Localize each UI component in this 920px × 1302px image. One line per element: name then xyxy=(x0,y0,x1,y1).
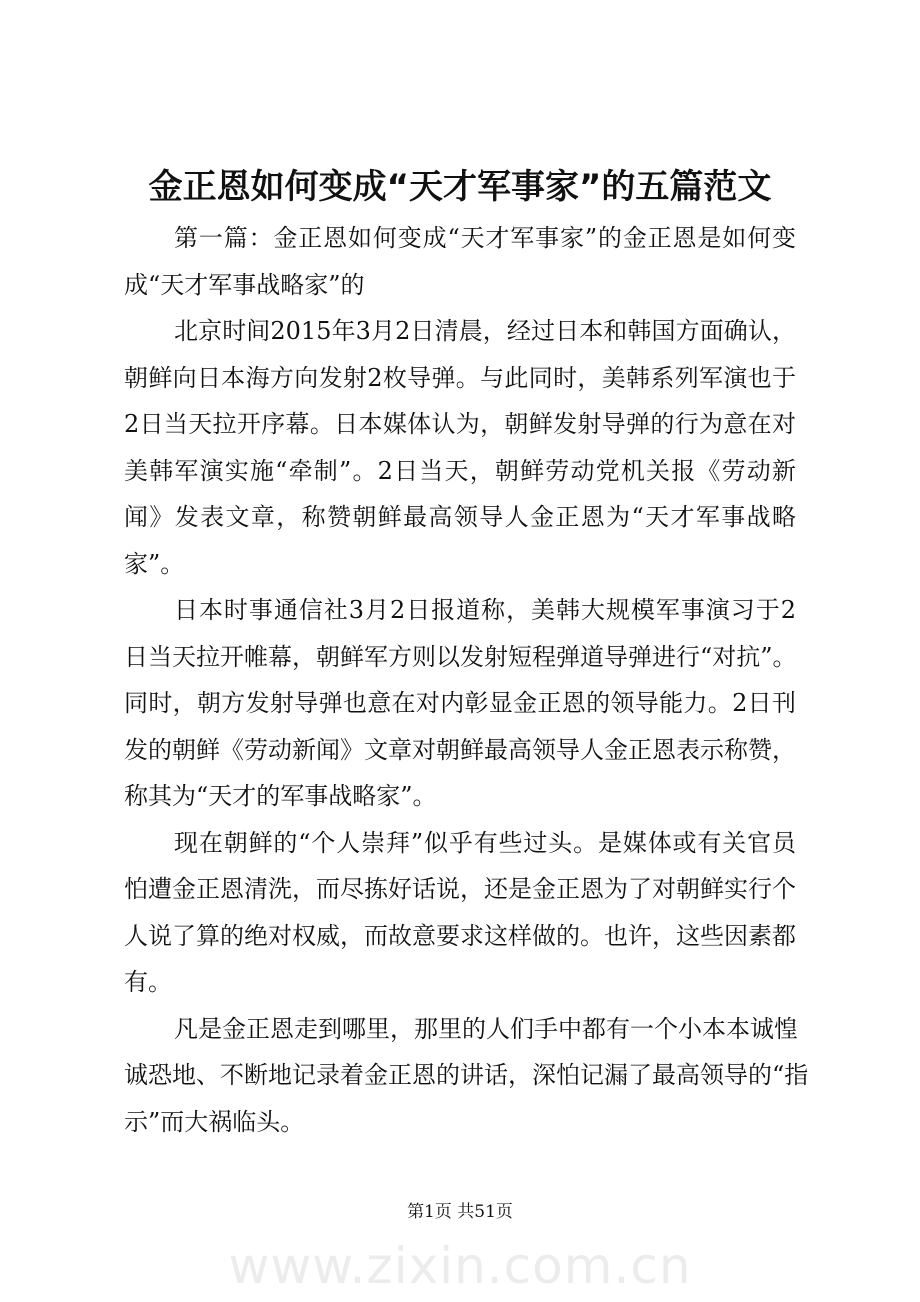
text-line: 有。 xyxy=(124,968,172,996)
text-line: 现在朝鲜的“个人崇拜”似乎有些过头。是媒体或有关官员 xyxy=(174,828,796,857)
document-body xyxy=(124,215,809,1145)
paragraph xyxy=(124,587,796,820)
text-line: 示”而大祸临头。 xyxy=(124,1107,305,1136)
text-line: 第一篇：金正恩如何变成“天才军事家”的金正恩是如何变 xyxy=(174,224,796,252)
paragraph xyxy=(124,820,796,1006)
text-line: 发的朝鲜《劳动新闻》文章对朝鲜最高领导人金正恩表示称赞， xyxy=(124,735,796,764)
paragraph xyxy=(124,308,796,587)
document-title: 金正恩如何变成“天才军事家”的五篇范文 xyxy=(148,167,772,207)
text-line: 称其为“天才的军事战略家”。 xyxy=(124,782,437,810)
page-footer: 第1页 共51页 xyxy=(407,1202,513,1222)
text-line: 日当天拉开帷幕，朝鲜军方则以发射短程弹道导弹进行“对抗”。 xyxy=(124,642,797,671)
text-line: 成“天才军事战略家”的 xyxy=(124,270,365,299)
text-line: 朝鲜向日本海方向发射2枚导弹。与此同时，美韩系列军演也于 xyxy=(124,363,796,392)
watermark: www.zixin.com.cn xyxy=(228,1237,692,1295)
text-line: 怕遭金正恩清洗，而尽拣好话说，还是金正恩为了对朝鲜实行个 xyxy=(124,875,796,903)
paragraph xyxy=(124,215,796,308)
text-line: 凡是金正恩走到哪里，那里的人们手中都有一个小本本诚惶 xyxy=(174,1014,798,1043)
text-line: 美韩军演实施“牵制”。2日当天，朝鲜劳动党机关报《劳动新 xyxy=(124,456,796,485)
paragraph xyxy=(124,1006,809,1146)
text-line: 北京时间2015年3月2日清晨，经过日本和韩国方面确认， xyxy=(174,317,796,345)
text-line: 闻》发表文章，称赞朝鲜最高领导人金正恩为“天才军事战略 xyxy=(124,503,796,531)
text-line: 家”。 xyxy=(124,549,185,578)
text-line: 同时，朝方发射导弹也意在对内彰显金正恩的领导能力。2日刊 xyxy=(124,689,796,717)
text-line: 日本时事通信社3月2日报道称，美韩大规模军事演习于2 xyxy=(174,596,796,624)
text-line: 诚恐地、不断地记录着金正恩的讲话，深怕记漏了最高领导的“指 xyxy=(124,1061,809,1089)
text-line: 2日当天拉开序幕。日本媒体认为，朝鲜发射导弹的行为意在对 xyxy=(124,410,796,438)
text-line: 人说了算的绝对权威，而故意要求这样做的。也许，这些因素都 xyxy=(124,921,796,950)
